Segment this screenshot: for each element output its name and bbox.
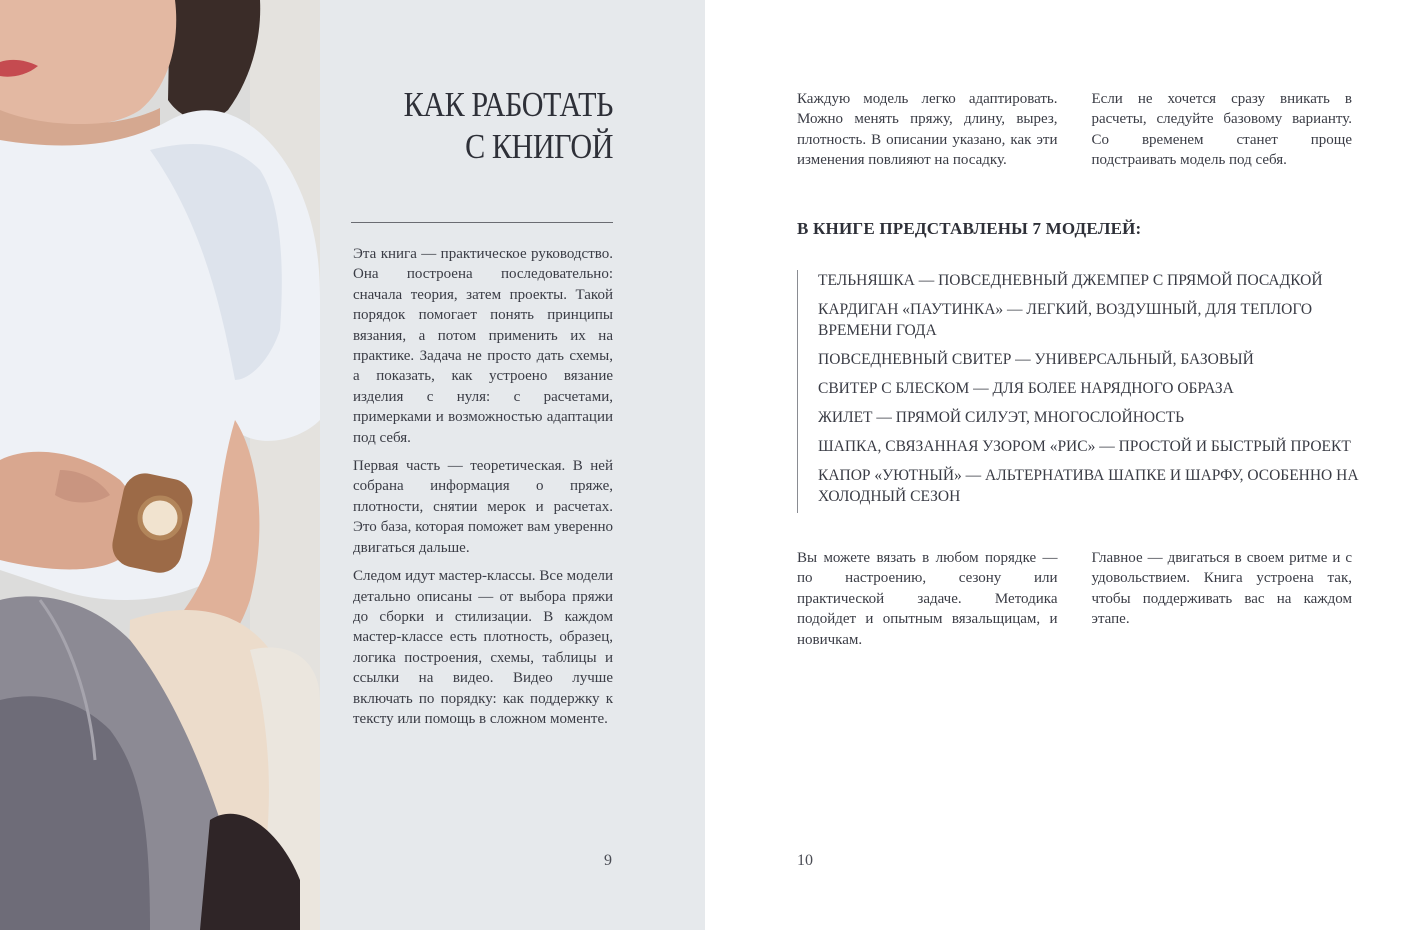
model-item: ТЕЛЬНЯШКА — ПОВСЕДНЕВНЫЙ ДЖЕМПЕР С ПРЯМОЙ ПОСАДКОЙ [818,272,1323,289]
models-list [797,270,1373,513]
adaptation-column-1: Каждую модель легко адаптировать. Можно менять пряжу, длину, вырез, плотность. В описании указано, как эти изменения повлияют на посадку. [797,91,1058,169]
adaptation-column-2: Если не хочется сразу вникать в расчеты, следуйте базовому варианту. Со временем станет проще подстраивать модель под себя. [1091,91,1352,169]
intro-paragraph: Эта книга — практическое руководство. Она построена последовательно: сначала теория, затем проекты. Такой порядок помогает понять принципы вязания, а потом применить их на практике. Задача не просто дать схемы, а показать, как устроено вязание изделия с нуля: с расчетами, примерками и возможностью адаптации под себя. [353,246,613,446]
right-page [705,0,1412,930]
model-item: ШАПКА, СВЯЗАННАЯ УЗОРОМ «РИС» — ПРОСТОЙ И БЫСТРЫЙ ПРОЕКТ [818,438,1351,455]
knitting-photo [0,0,320,930]
title-line-1: КАК РАБОТАТЬ [403,85,613,124]
model-item: КАРДИГАН «ПАУТИНКА» — ЛЕГКИЙ, ВОЗДУШНЫЙ, ДЛЯ ТЕПЛОГО ВРЕМЕНИ ГОДА [818,301,1313,339]
closing-column-2: Главное — двигаться в своем ритме и с удовольствием. Книга устроена так, чтобы поддерживать вас на каждом этапе. [1091,550,1352,628]
intro-paragraph: Первая часть — теоретическая. В ней собрана информация о пряже, плотности, снятии мерок и расчетах. Это база, которая поможет вам уверенно двигаться дальше. [353,458,613,556]
title-divider [351,222,613,223]
model-item: КАПОР «УЮТНЫЙ» — АЛЬТЕРНАТИВА ШАПКЕ И ШАРФУ, ОСОБЕННО НА ХОЛОДНЫЙ СЕЗОН [818,467,1359,505]
title-line-2: С КНИГОЙ [465,127,613,166]
closing-text [797,548,1352,650]
model-item: СВИТЕР С БЛЕСКОМ — ДЛЯ БОЛЕЕ НАРЯДНОГО ОБРАЗА [818,380,1234,397]
adaptation-text [797,89,1352,171]
left-page [320,0,705,930]
intro-text [353,244,613,737]
page-number-left: 9 [604,852,612,869]
page-number-right: 10 [797,852,813,869]
intro-paragraph: Следом идут мастер-классы. Все модели детально описаны — от выбора пряжи до сборки и стилизации. В каждом мастер-классе есть плотность, образец, логика построения, схемы, таблицы и ссылки на видео. Видео лучше включать по порядку: как поддержку к тексту или помощь в сложном моменте. [353,568,613,727]
model-item: ПОВСЕДНЕВНЫЙ СВИТЕР — УНИВЕРСАЛЬНЫЙ, БАЗОВЫЙ [818,351,1254,368]
closing-column-1: Вы можете вязать в любом порядке — по настроению, сезону или практической задаче. Методика подойдет и опытным вязальщицам, и новичкам. [797,550,1058,648]
model-item: ЖИЛЕТ — ПРЯМОЙ СИЛУЭТ, МНОГОСЛОЙНОСТЬ [818,409,1184,426]
models-heading: В КНИГЕ ПРЕДСТАВЛЕНЫ 7 МОДЕЛЕЙ: [797,219,1142,238]
page-title [395,84,613,168]
